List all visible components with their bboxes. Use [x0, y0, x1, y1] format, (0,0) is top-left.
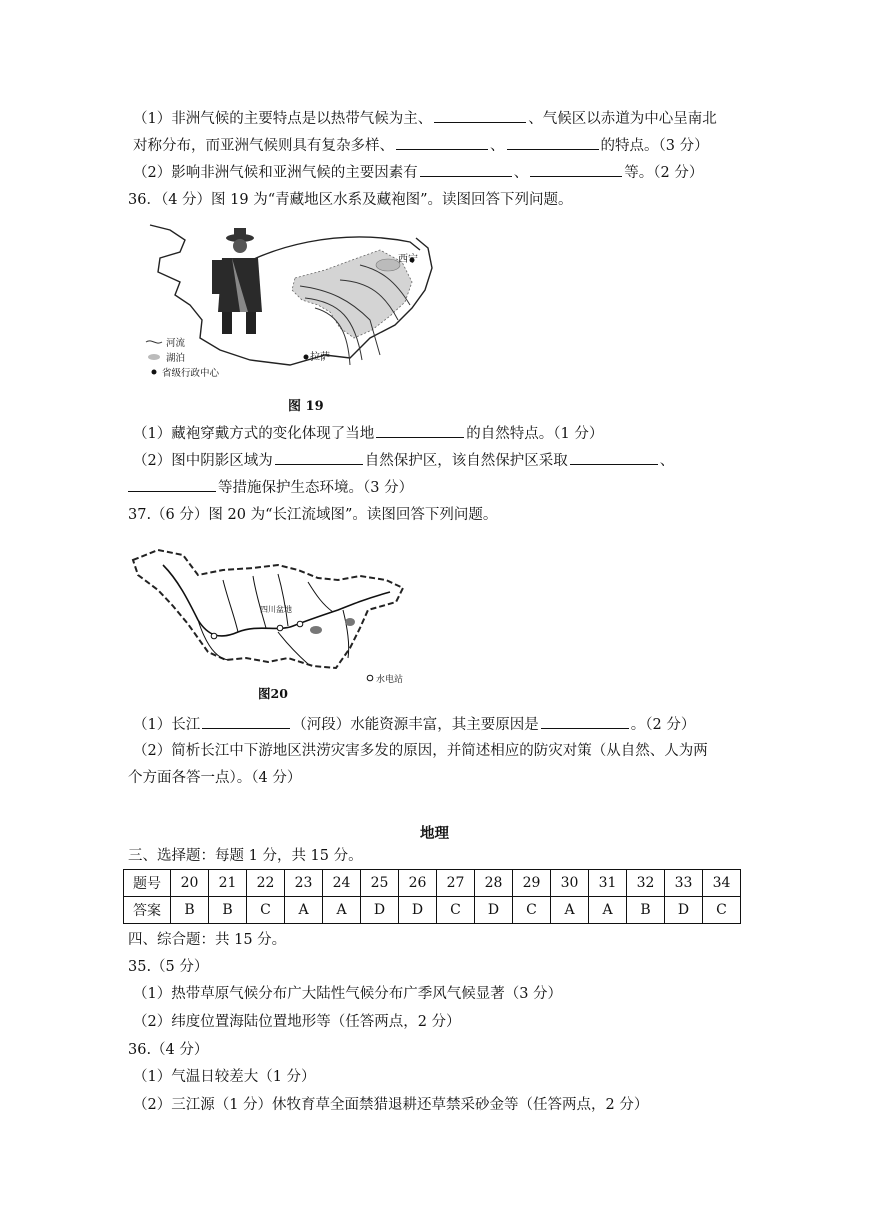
- answer-table: [123, 869, 741, 924]
- answer-blank: [530, 162, 622, 177]
- figure-20-map: [128, 540, 413, 700]
- table-cell-answer: A: [323, 897, 361, 924]
- table-cell-number: 23: [285, 870, 323, 897]
- tibetan-robe-figure-icon: [212, 228, 262, 334]
- table-cell-number: 21: [209, 870, 247, 897]
- answer-blank: [128, 477, 216, 492]
- table-cell-answer: B: [171, 897, 209, 924]
- table-cell-answer: B: [209, 897, 247, 924]
- answer-36-part1: （1）气温日较差大（1 分）: [133, 1069, 316, 1085]
- q37-part1: （1）长江 （河段）水能资源丰富，其主要原因是 。（2 分）: [133, 714, 695, 735]
- table-cell-answer: C: [247, 897, 285, 924]
- city-xining-label: 西宁: [398, 254, 418, 265]
- answer-36-title: 36.（4 分）: [128, 1042, 209, 1058]
- answers-section-title: 地理: [420, 825, 449, 842]
- q37-title: 37.（6 分）图 20 为“长江流域图”。读图回答下列问题。: [128, 507, 498, 523]
- table-cell-answer: A: [589, 897, 627, 924]
- answer-blank: [376, 423, 464, 438]
- figure-20-caption: 图20: [258, 686, 288, 700]
- answer-blank: [420, 162, 512, 177]
- q36-part2-line1: （2）图中阴影区域为 自然保护区，该自然保护区采取 、: [133, 450, 674, 471]
- answer-blank: [202, 714, 290, 729]
- answer-36-part2: （2）三江源（1 分）休牧育草全面禁猎退耕还草禁采砂金等（任答两点，2 分）: [133, 1097, 649, 1113]
- legend-lake: 湖泊: [166, 353, 186, 364]
- legend-hydropower-station: 水电站: [376, 675, 404, 685]
- q35-part2: （2）影响非洲气候和亚洲气候的主要因素有 、 等。（2 分）: [133, 162, 703, 183]
- sichuan-basin-label: 四川盆地: [260, 605, 292, 614]
- legend-river: 河流: [166, 338, 186, 349]
- table-cell-answer: B: [627, 897, 665, 924]
- q37-part2-line1: （2）简析长江中下游地区洪涝灾害多发的原因，并简述相应的防灾对策（从自然、人为两: [133, 743, 708, 759]
- table-cell-answer: D: [361, 897, 399, 924]
- answer-blank: [507, 135, 599, 150]
- answer-blank: [434, 108, 526, 123]
- table-cell-number: 25: [361, 870, 399, 897]
- table-cell-number: 22: [247, 870, 285, 897]
- table-cell-answer: C: [703, 897, 741, 924]
- table-cell-number: 34: [703, 870, 741, 897]
- table-cell-answer: C: [437, 897, 475, 924]
- q36-title: 36．（4 分）图 19 为“青藏地区水系及藏袍图”。读图回答下列问题。: [128, 192, 573, 208]
- answer-blank: [541, 714, 629, 729]
- answer-35-part1: （1）热带草原气候分布广大陆性气候分布广季风气候显著（3 分）: [133, 986, 563, 1002]
- figure-19-map: [140, 220, 440, 416]
- table-cell-number: 32: [627, 870, 665, 897]
- q36-part2-line2: 等措施保护生态环境。（3 分）: [128, 477, 413, 498]
- q36-part1: （1）藏袍穿戴方式的变化体现了当地 的自然特点。（1 分）: [133, 423, 603, 444]
- legend-capital: 省级行政中心: [162, 368, 220, 379]
- answers-part3-heading: 三、选择题：每题 1 分，共 15 分。: [128, 848, 363, 864]
- table-cell-answer: D: [399, 897, 437, 924]
- table-cell-number: 28: [475, 870, 513, 897]
- answer-35-part2: （2）纬度位置海陆位置地形等（任答两点，2 分）: [133, 1014, 461, 1030]
- answer-blank: [570, 450, 658, 465]
- city-lasa-label: 拉萨: [310, 352, 330, 363]
- answers-part4-heading: 四、综合题：共 15 分。: [128, 932, 287, 948]
- table-cell-number: 24: [323, 870, 361, 897]
- q37-part2-line2: 个方面各答一点）。（4 分）: [128, 770, 302, 786]
- answer-table-number-row: [124, 870, 741, 897]
- answer-35-title: 35.（5 分）: [128, 959, 209, 975]
- table-cell-number: 33: [665, 870, 703, 897]
- table-cell-number: 20: [171, 870, 209, 897]
- table-answer-label: 答案: [124, 897, 171, 924]
- answer-blank: [396, 135, 488, 150]
- figure-19-caption: 图 19: [288, 399, 324, 414]
- answer-table-letter-row: [124, 897, 741, 924]
- table-cell-number: 29: [513, 870, 551, 897]
- table-cell-answer: A: [551, 897, 589, 924]
- q35-part1-line2: 对称分布，而亚洲气候则具有复杂多样、 、 的特点。（3 分）: [133, 135, 709, 156]
- table-cell-answer: D: [665, 897, 703, 924]
- table-cell-answer: D: [475, 897, 513, 924]
- answer-blank: [275, 450, 363, 465]
- table-header-label: 题号: [124, 870, 171, 897]
- table-cell-answer: A: [285, 897, 323, 924]
- table-cell-answer: C: [513, 897, 551, 924]
- table-cell-number: 31: [589, 870, 627, 897]
- q35-part1-line1: （1）非洲气候的主要特点是以热带气候为主、 、气候区以赤道为中心呈南北: [133, 108, 717, 129]
- table-cell-number: 27: [437, 870, 475, 897]
- table-cell-number: 26: [399, 870, 437, 897]
- table-cell-number: 30: [551, 870, 589, 897]
